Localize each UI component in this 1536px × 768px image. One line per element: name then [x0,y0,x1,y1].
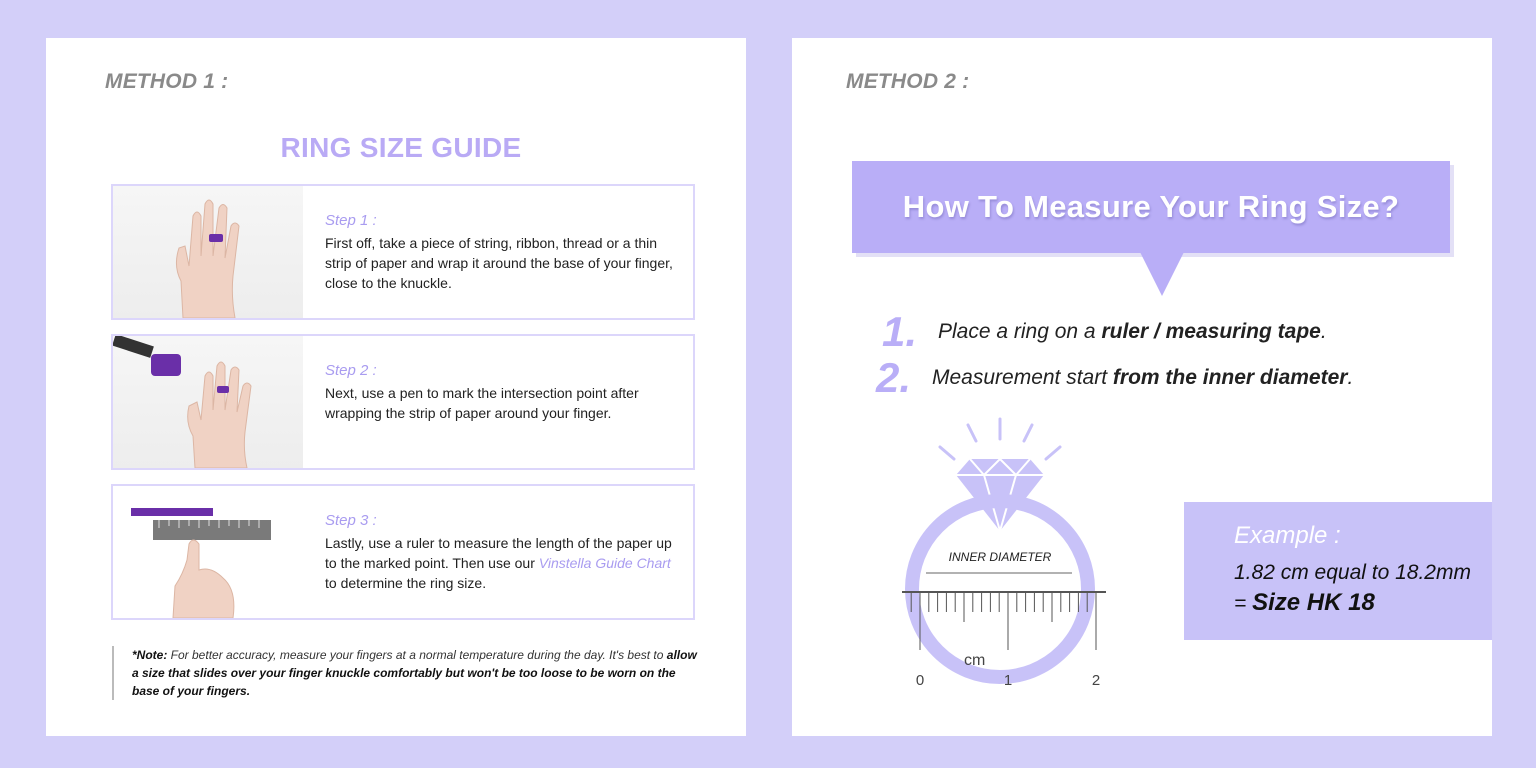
example-size-value: Size HK 18 [1252,589,1375,616]
step-2-photo [113,336,303,468]
inner-diameter-label: INNER DIAMETER [948,550,1052,564]
step-3-photo [113,486,303,618]
ring-size-guide-title: RING SIZE GUIDE [280,132,522,163]
pen-marking-strip-icon [113,336,303,468]
tick-label-2: 2 [1091,672,1101,689]
note-prefix: *Note: [132,648,168,662]
tick-label-1: 1 [1003,672,1013,689]
ring-diagram [892,413,1112,693]
method-1-panel [46,38,746,736]
step-3-body [325,533,685,593]
step-3-card [111,484,695,620]
unit-label: cm [964,652,986,669]
step-1-card [111,184,695,320]
accuracy-note [112,646,702,700]
method-2-panel [792,38,1492,736]
sparkle-lines [940,419,1060,459]
note-emphasis: allow a size that slides over your finger knuckle comfortably but won't be too loose to be worn on the base of your fingers. [132,648,697,698]
step-1-number: 1. [882,308,918,355]
step-3-body-text: Lastly, use a ruler to measure the length of the paper up to the marked point. Then use our [325,535,672,571]
step-3-label: Step 3 : [325,512,377,529]
speech-bubble-tail [1140,252,1184,296]
example-box [1184,502,1492,640]
measure-heading: How To Measure Your Ring Size? [902,189,1400,224]
example-size-prefix: = [1234,592,1253,615]
method-2-step-1 [882,310,1327,354]
step-2-text-plain: Measurement start [932,366,1113,389]
step-1-text-plain: Place a ring on a [938,320,1102,343]
example-conversion: 1.82 cm equal to 18.2mm [1234,561,1471,584]
step-1-text [938,320,1327,344]
example-title: Example : [1234,522,1341,549]
step-1-text-bold: ruler / measuring tape [1101,320,1321,343]
step-1-text-end: . [1320,320,1327,343]
note-text: For better accuracy, measure your fingers at a normal temperature during the day. It's best to [167,648,667,662]
step-1-photo [113,186,303,318]
method-2-label: METHOD 2 : [846,70,970,93]
ruler-measuring-strip-icon [113,486,303,618]
method-1-label: METHOD 1 : [105,70,229,93]
step-2-text-bold: from the inner diameter [1112,366,1348,389]
step-2-number: 2. [876,354,912,401]
tick-label-0: 0 [915,672,925,689]
step-2-card [111,334,695,470]
speech-bubble [852,161,1450,253]
method-2-step-2 [876,356,1353,400]
example-size [1234,588,1492,619]
hand-with-ring-icon [113,186,303,318]
step-2-label: Step 2 : [325,362,377,379]
step-2-body: Next, use a pen to mark the intersection point after wrapping the strip of paper around your finger. [325,385,639,421]
step-1-label: Step 1 : [325,212,377,229]
step-1-body: First off, take a piece of string, ribbon, thread or a thin strip of paper and wrap it around the base of your finger, close to the knuckle. [325,235,673,291]
step-2-text [932,366,1353,390]
step-3-body-text-end: to determine the ring size. [325,575,487,591]
step-2-text-end: . [1347,366,1354,389]
vinstella-guide-chart-link[interactable]: Vinstella Guide Chart [538,555,671,571]
